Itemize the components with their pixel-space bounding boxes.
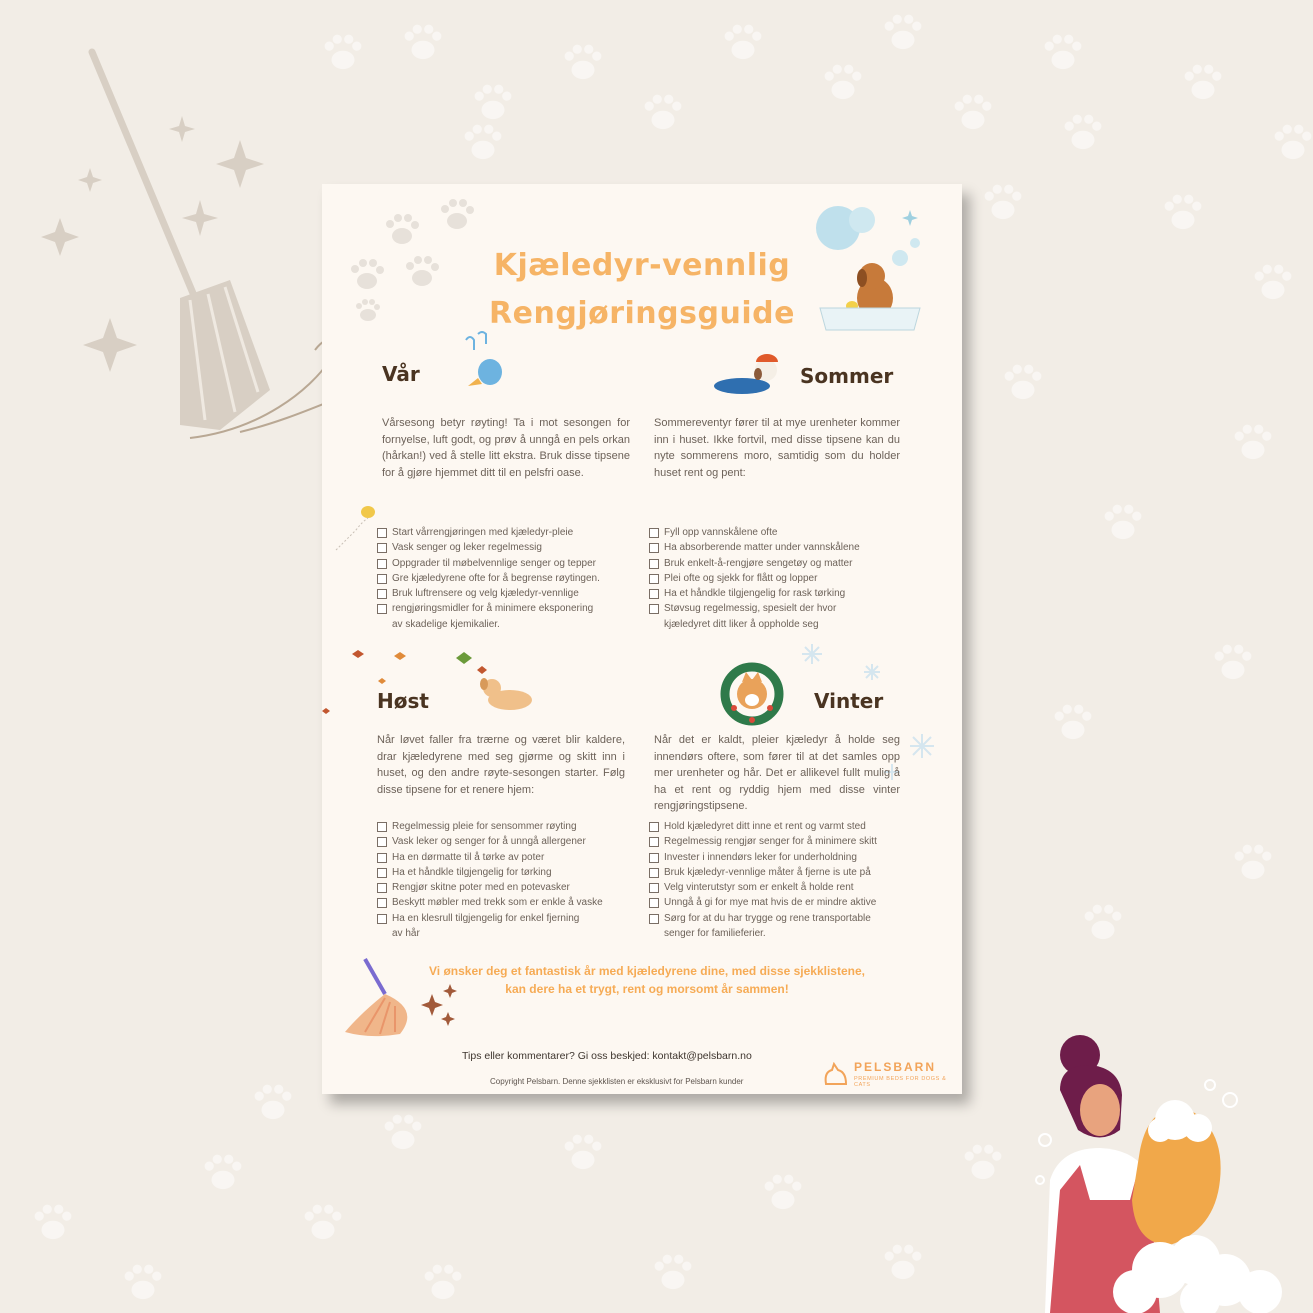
paw-print-icon xyxy=(120,1260,166,1306)
checklist-item: Ha absorberende matter under vannskålene xyxy=(649,540,919,555)
checklist-item: Velg vinterutstyr som er enkelt å holde rent xyxy=(649,880,924,895)
paw-print-icon xyxy=(760,1170,806,1216)
checklist-item: Bruk luftrensere og velg kjæledyr-vennlige xyxy=(377,586,647,601)
checklist-item: rengjøringsmidler for å minimere eksponering xyxy=(377,601,647,616)
paw-print-icon xyxy=(880,10,926,56)
bird-icon xyxy=(460,330,510,390)
dog-in-bathtub-illustration xyxy=(810,198,930,338)
paw-print-icon xyxy=(1040,30,1086,76)
cat-dog-logo-icon xyxy=(822,1062,850,1088)
paw-print-icon xyxy=(720,20,766,66)
autumn-checklist xyxy=(377,819,652,941)
paw-print-icon xyxy=(300,1200,346,1246)
corgi-wreath-illustration xyxy=(720,662,784,726)
checklist-item-continuation: av hår xyxy=(392,928,420,940)
checklist-item: Rengjør skitne poter med en potevasker xyxy=(377,880,652,895)
checklist-item: Start vårrengjøringen med kjæledyr-pleie xyxy=(377,525,647,540)
paw-print-icon xyxy=(400,20,446,66)
paw-print-icon xyxy=(1080,900,1126,946)
paw-print-icon xyxy=(1180,60,1226,106)
closing-line-1: Vi ønsker deg et fantastisk år med kjæledyrene dine, med disse sjekklistene, xyxy=(429,964,865,978)
checklist-item: Støvsug regelmessig, spesielt der hvor xyxy=(649,601,919,616)
paw-print-icon xyxy=(1210,640,1256,686)
autumn-intro-text: Når løvet faller fra trærne og været blir kaldere, drar kjæledyrene med seg gjørme og skitt inn i huset, og den andre røyte-sesongen starter. Følg disse tipsene for et renere hjem: xyxy=(377,734,625,796)
paw-print-icon xyxy=(650,1250,696,1296)
pelsbarn-logo xyxy=(822,1058,952,1092)
winter-checklist xyxy=(649,819,924,941)
paw-print-icon xyxy=(1050,700,1096,746)
logo-name: PELSBARN xyxy=(854,1060,937,1074)
paw-print-icon xyxy=(1100,500,1146,546)
summer-heading: Sommer xyxy=(800,364,894,388)
checklist-item: Sørg for at du har trygge og rene transportable xyxy=(649,911,924,926)
paw-print-icon xyxy=(950,90,996,136)
checklist-item-continuation: av skadelige kjemikalier. xyxy=(392,618,500,630)
logo-tagline: PREMIUM BEDS FOR DOGS & CATS xyxy=(854,1076,947,1088)
paw-print-icon xyxy=(880,1240,926,1286)
paw-print-icon xyxy=(820,60,866,106)
broom-sparkles-illustration xyxy=(30,40,370,460)
checklist-item: Regelmessig rengjør senger for å minimere skitt xyxy=(649,834,924,849)
paw-print-icon xyxy=(640,90,686,136)
checklist-item: Bruk enkelt-å-rengjøre sengetøy og matter xyxy=(649,556,919,571)
paw-print-icon xyxy=(960,1140,1006,1186)
paw-print-icon xyxy=(250,1080,296,1126)
spring-heading: Vår xyxy=(382,362,420,386)
checklist-item: Bruk kjæledyr-vennlige måter å fjerne is ute på xyxy=(649,865,924,880)
contact-line: Tips eller kommentarer? Gi oss beskjed: kontakt@pelsbarn.no xyxy=(462,1050,752,1062)
paw-print-icon xyxy=(380,1110,426,1156)
closing-line-2: kan dere ha et trygt, rent og morsomt år sammen! xyxy=(505,982,789,996)
paw-print-icon xyxy=(560,40,606,86)
paw-print-icon xyxy=(1160,190,1206,236)
checklist-item: Oppgrader til møbelvennlige senger og tepper xyxy=(377,556,647,571)
checklist-item: Ha et håndkle tilgjengelig for tørking xyxy=(377,865,652,880)
paw-print-icon xyxy=(1000,360,1046,406)
checklist-item: Vask leker og senger for å unngå allergener xyxy=(377,834,652,849)
title-line-1: Kjæledyr-vennlig xyxy=(493,248,791,283)
checklist-item: Regelmessig pleie for sensommer røyting xyxy=(377,819,652,834)
winter-intro-text: Når det er kaldt, pleier kjæledyr å holde seg innendørs oftere, som fører til at det samles opp mer urenheter og hår. Det er allikevel fullt mulig å ha et rent og ryddig hjem med disse vinter rengjøringstipsene. xyxy=(654,734,900,812)
paw-print-icon xyxy=(980,180,1026,226)
checklist-item: Plei ofte og sjekk for flått og lopper xyxy=(649,571,919,586)
winter-heading: Vinter xyxy=(814,689,884,713)
checklist-item: Vask senger og leker regelmessig xyxy=(377,540,647,555)
paw-print-icon xyxy=(1230,840,1276,886)
summer-checklist xyxy=(649,525,919,632)
swimming-dog-illustration xyxy=(706,354,790,404)
paw-print-icon xyxy=(460,120,506,166)
summer-intro-text: Sommereventyr fører til at mye urenheter kommer inn i huset. Ikke fortvil, med disse tipsene kan du nyte sommerens moro, samtidig som du holder huset rent og pent: xyxy=(654,417,900,479)
spring-intro-text: Vårsesong betyr røyting! Ta i mot sesongen for fornyelse, luft godt, og prøv å unngå en pels orkan (hårkan!) ved å stelle litt ekstra. Bruk disse tipsene for å gjøre hjemmet ditt til en pelsfri oase. xyxy=(382,417,630,479)
checklist-item: Beskytt møbler med trekk som er enkle å vaske xyxy=(377,895,652,910)
checklist-item: Gre kjæledyrene ofte for å begrense røytingen. xyxy=(377,571,647,586)
cleaning-guide-sheet xyxy=(322,184,962,1094)
checklist-item: Ha en klesrull tilgjengelig for enkel fjerning xyxy=(377,911,652,926)
checklist-item-continuation: kjæledyret ditt liker å oppholde seg xyxy=(664,618,819,630)
checklist-item: Fyll opp vannskålene ofte xyxy=(649,525,919,540)
autumn-leaves-puppy-illustration xyxy=(322,644,552,724)
checklist-item: Invester i innendørs leker for underholdning xyxy=(649,850,924,865)
woman-washing-dog-illustration xyxy=(1020,1030,1313,1313)
checklist-item: Hold kjæledyret ditt inne et rent og varmt sted xyxy=(649,819,924,834)
paw-print-icon xyxy=(200,1150,246,1196)
paw-print-icon xyxy=(1060,110,1106,156)
spring-checklist xyxy=(377,525,647,632)
bee-icon xyxy=(332,502,380,554)
paw-print-icon xyxy=(560,1130,606,1176)
title-line-2: Rengjøringsguide xyxy=(489,296,795,331)
checklist-item-continuation: senger for familieferier. xyxy=(664,928,766,940)
paw-print-icon xyxy=(420,1260,466,1306)
autumn-heading: Høst xyxy=(377,689,429,713)
copyright-line: Copyright Pelsbarn. Denne sjekklisten er eksklusivt for Pelsbarn kunder xyxy=(490,1077,744,1086)
checklist-item: Unngå å gi for mye mat hvis de er mindre aktive xyxy=(649,895,924,910)
checklist-item: Ha et håndkle tilgjengelig for rask tørking xyxy=(649,586,919,601)
paw-print-icon xyxy=(1250,260,1296,306)
closing-message xyxy=(362,962,932,998)
paw-print-icon xyxy=(30,1200,76,1246)
paw-print-icon xyxy=(1230,420,1276,466)
checklist-item: Ha en dørmatte til å tørke av poter xyxy=(377,850,652,865)
paw-print-icon xyxy=(1270,120,1313,166)
